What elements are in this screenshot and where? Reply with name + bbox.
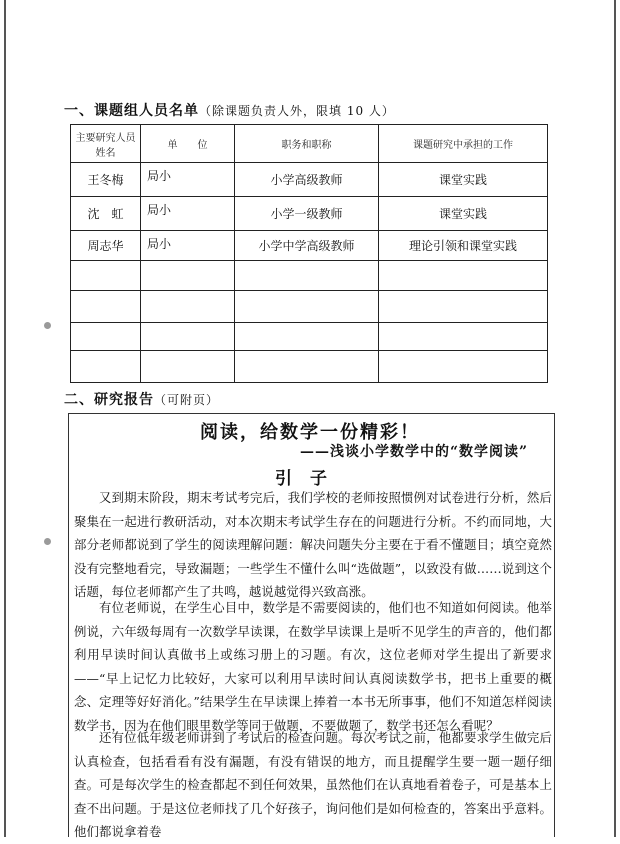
section-title: 二、研究报告 [64,392,154,408]
column-header: 单 位 [141,125,235,163]
member-title: 小学高级教师 [235,163,379,197]
member-title: 小学一级教师 [235,197,379,231]
table-row-empty [71,291,548,323]
section-heading-members [64,100,395,120]
section-heading-report [64,389,219,409]
member-name: 沈 虹 [71,197,141,231]
member-unit: 局小 [141,197,235,231]
table-row [71,197,548,231]
members-table [70,124,548,383]
member-unit: 局小 [141,163,235,197]
member-title: 小学中学高级教师 [235,231,379,261]
report-title: 阅读，给数学一份精彩！ [200,422,420,443]
table-row-empty [71,261,548,291]
section-note: （除课题负责人外，限填 10 人） [199,104,395,118]
report-paragraph: 还有位低年级老师讲到了考试后的检查问题。每次考试之前，他都要求学生做完后认真检查，包括看看有没有漏题，有没有错误的地方，而且提醒学生要一题一题仔细查。可是每次学生的检查都起不到任何效果，虽然他们在认真地看着卷子，可是基本上查不出问题。于是这位老师找了几个好孩子，询问他们是如何检查的，答案出乎意料。他们都说拿着卷 [74,730,552,839]
member-name: 王冬梅 [71,163,141,197]
member-work: 课堂实践 [379,163,548,197]
member-work: 课堂实践 [379,197,548,231]
report-section-title: 引子 [275,469,345,489]
table-row-empty [71,323,548,351]
section-note: （可附页） [154,393,220,407]
column-header: 主要研究人员姓名 [71,125,141,163]
column-header: 课题研究中承担的工作 [379,125,548,163]
table-row [71,231,548,261]
binding-hole [44,538,51,545]
table-row-empty [71,351,548,383]
section-title: 一、课题组人员名单 [64,103,199,119]
report-subtitle: ——浅谈小学数学中的“数学阅读” [300,444,529,460]
binding-hole [44,322,51,329]
member-name: 周志华 [71,231,141,261]
table-row [71,163,548,197]
report-paragraph: 又到期末阶段，期末考试考完后，我们学校的老师按照惯例对试卷进行分析，然后聚集在一起进行教研活动，对本次期末考试学生存在的问题进行分析。不约而同地，大部分老师都说到了学生的阅读理解问题：解决问题失分主要在于看不懂题目；填空竟然没有完整地看完，导致漏题；一些学生不懂什么叫“选做题”，以致没有做……说到这个话题，每位老师都产生了共鸣，越说越觉得兴致高涨。 [74,490,552,599]
member-unit: 局小 [141,231,235,261]
table-header-row [71,125,548,163]
report-paragraph: 有位老师说，在学生心目中，数学是不需要阅读的，他们也不知道如何阅读。他举例说，六年级每周有一次数学早读课，在数学早读课上是听不见学生的声音的，他们都利用早读时间认真做书上或练习册上的习题。有次，这位老师对学生提出了新要求——“早上记忆力比较好，大家可以利用早读时间认真阅读数学书，把书上重要的概念、定理等好好消化。”结果学生在早读课上捧着一本书无所事事，他们不知道怎样阅读数学书，因为在他们眼里数学等同于做题，不要做题了，数学书还怎么看呢？ [74,600,552,733]
column-header: 职务和职称 [235,125,379,163]
member-work: 理论引领和课堂实践 [379,231,548,261]
